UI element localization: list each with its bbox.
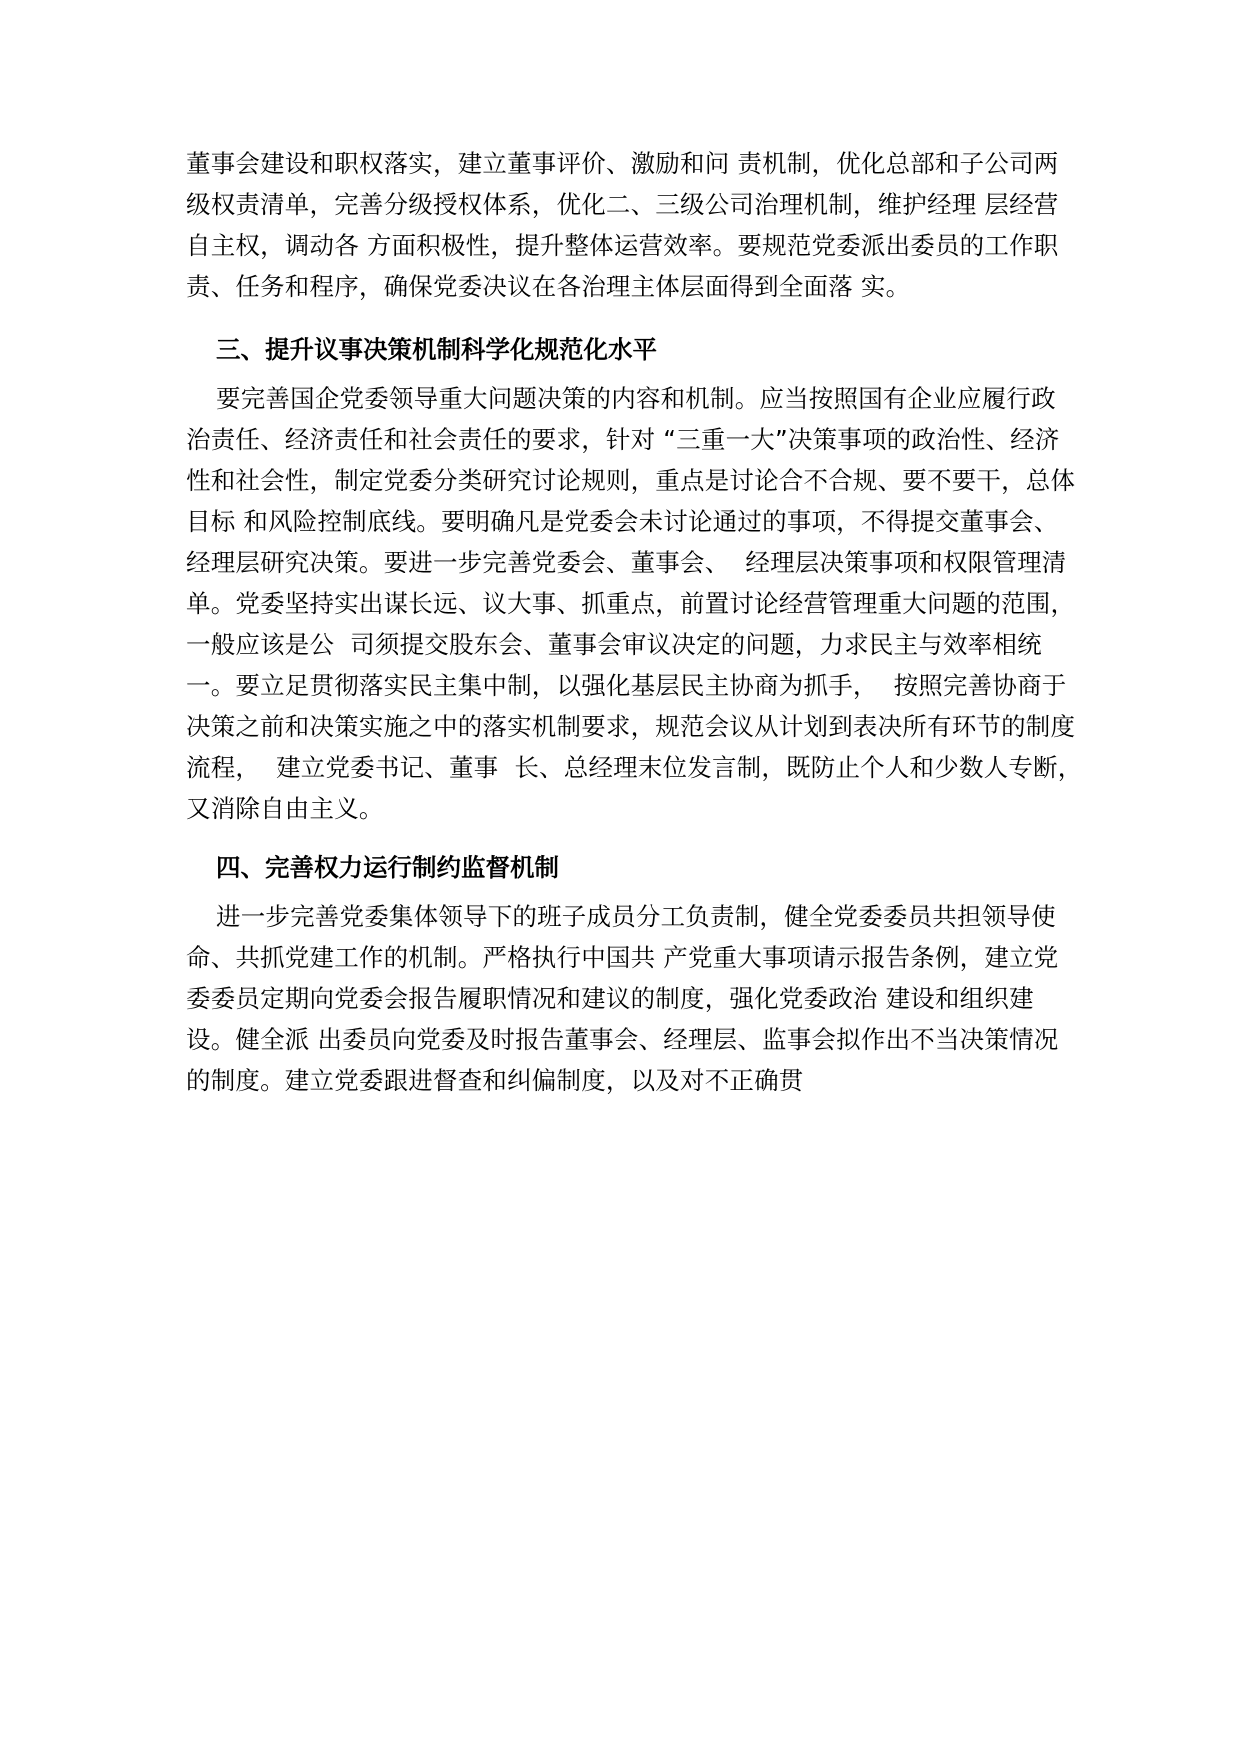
paragraph-line: 目标 和风险控制底线。要明确凡是党委会未讨论通过的事项，不得提交董事会、 <box>186 507 1059 536</box>
paragraph-line: 要完善国企党委领导重大问题决策的内容和机制。应当按照国有企业应履行政 <box>216 384 1056 413</box>
paragraph-decision-mechanism <box>186 378 1083 829</box>
paragraph-line: 性和社会性，制定党委分类研究讨论规则，重点是讨论合不合规、要不要干，总体 <box>186 466 1076 495</box>
paragraph-line: 级权责清单，完善分级授权体系，优化二、三级公司治理机制，维护经理 层经营 <box>186 190 1059 219</box>
paragraph-line: 流程， 建立党委书记、董事 长、总经理末位发言制，既防止个人和少数人专断， <box>186 753 1083 782</box>
paragraph-line: 董事会建设和职权落实，建立董事评价、激励和问 责机制，优化总部和子公司两 <box>186 149 1059 178</box>
paragraph-line: 命、共抓党建工作的机制。严格执行中国共 产党重大事项请示报告条例，建立党 <box>186 943 1059 972</box>
paragraph-line: 经理层研究决策。要进一步完善党委会、董事会、 经理层决策事项和权限管理清 <box>186 548 1067 577</box>
paragraph-line: 的制度。建立党委跟进督查和纠偏制度，以及对不正确贯 <box>186 1066 804 1095</box>
paragraph-power-supervision <box>186 896 1066 1101</box>
section-heading-text: 四、完善权力运行制约监督机制 <box>216 853 559 882</box>
paragraph-line: 责、任务和程序，确保党委决议在各治理主体层面得到全面落 实。 <box>186 272 911 301</box>
paragraph-line: 治责任、经济责任和社会责任的要求，针对 “三重一大”决策事项的政治性、经济 <box>186 425 1060 454</box>
section-heading-text: 三、提升议事决策机制科学化规范化水平 <box>216 335 657 364</box>
section-heading-3 <box>186 329 1066 370</box>
paragraph-line: 单。党委坚持实出谋长远、议大事、抓重点，前置讨论经营管理重大问题的范围， <box>186 589 1076 618</box>
paragraph-line: 设。健全派 出委员向党委及时报告董事会、经理层、监事会拟作出不当决策情况 <box>186 1025 1059 1054</box>
paragraph-line: 委委员定期向党委会报告履职情况和建议的制度，强化党委政治 建设和组织建 <box>186 984 1034 1013</box>
paragraph-line: 一。要立足贯彻落实民主集中制，以强化基层民主协商为抓手， 按照完善协商于 <box>186 671 1067 700</box>
paragraph-line: 决策之前和决策实施之中的落实机制要求，规范会议从计划到表决所有环节的制度 <box>186 712 1076 741</box>
paragraph-line: 又消除自由主义。 <box>186 794 384 823</box>
paragraph-line: 一般应该是公 司须提交股东会、董事会审议决定的问题，力求民主与效率相统 <box>186 630 1042 659</box>
paragraph-board-governance <box>186 143 1066 307</box>
paragraph-line: 自主权，调动各 方面积极性，提升整体运营效率。要规范党委派出委员的工作职 <box>186 231 1059 260</box>
paragraph-line: 进一步完善党委集体领导下的班子成员分工负责制，健全党委委员共担领导使 <box>216 902 1056 931</box>
section-heading-4 <box>186 847 1066 888</box>
